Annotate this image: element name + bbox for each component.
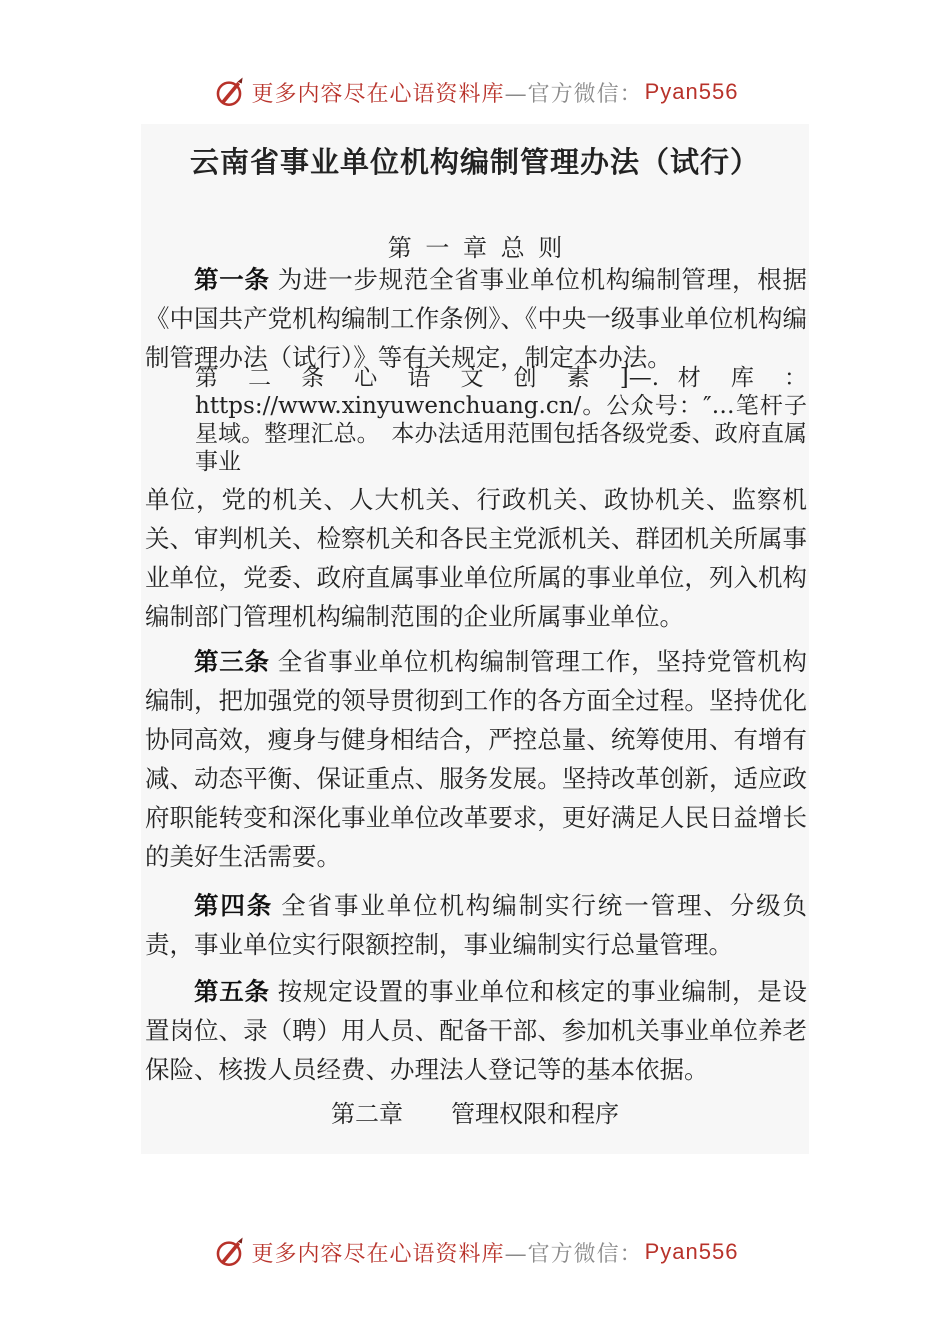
document-page	[141, 124, 809, 1154]
quill-pen-logo-icon	[212, 1235, 246, 1269]
chapter-heading-2: 第二章 管理权限和程序	[331, 1100, 619, 1128]
article-text: 全省事业单位机构编制实行统一管理、分级负责，事业单位实行限额控制，事业编制实行总量管理。	[145, 891, 808, 959]
article-2-continued: 单位，党的机关、人大机关、行政机关、政协机关、监察机关、审判机关、检察机关和各民主党派机关、群团机关所属事业单位，党委、政府直属事业单位所属的事业单位，列入机构编制部门管理机构编制范围的企业所属事业单位。	[145, 485, 807, 631]
banner-site-name: 更多内容尽在心语资料库	[251, 1241, 505, 1267]
banner-wechat-label: —官方微信：	[504, 81, 643, 107]
banner-wechat-account: Pyan556	[644, 1239, 739, 1264]
quill-pen-logo-icon	[212, 75, 246, 109]
article-label: 第四条	[194, 891, 274, 920]
article-text: 为进一步规范全省事业单位机构编制管理，根据《中国共产党机构编制工作条例》、《中央一级事业单位机构编制管理办法（试行）》等有关规定，制定本办法。	[145, 265, 807, 372]
chapter-heading-1: 第 一 章 总 则	[387, 234, 563, 262]
banner-wechat-account: Pyan556	[644, 79, 739, 104]
article-label: 第一条	[194, 265, 270, 294]
article-text: 全省事业单位机构编制管理工作，坚持党管机构编制，把加强党的领导贯彻到工作的各方面全过程。坚持优化协同高效，瘦身与健身相结合，严控总量、统筹使用、有增有减、动态平衡、保证重点、服务发展。坚持改革创新，适应政府职能转变和深化事业单位改革要求，更好满足人民日益增长的美好生活需要。	[145, 647, 807, 871]
article-1	[145, 260, 807, 377]
article-5	[145, 972, 807, 1089]
article-text: 按规定设置的事业单位和核定的事业编制，是设置岗位、录（聘）用人员、配备干部、参加机关事业单位养老保险、核拨人员经费、办理法人登记等的基本依据。	[145, 977, 807, 1084]
article-label: 第三条	[194, 647, 270, 676]
banner-wechat-label: —官方微信：	[504, 1241, 643, 1267]
header-banner	[0, 72, 950, 112]
article-label: 第五条	[194, 977, 270, 1006]
document-title: 云南省事业单位机构编制管理办法（试行）	[189, 145, 760, 179]
article-3	[145, 642, 807, 876]
footer-banner	[0, 1232, 950, 1272]
article-4	[145, 886, 807, 964]
banner-site-name: 更多内容尽在心语资料库	[251, 81, 505, 107]
article-2-head: 第 二 条 心 语 文 创 素 ]—. 材 库 ： https://www.xinyuwenchuang.cn/。公众号：″…笔杆子星域。整理汇总。 本办法适用范围包括各级党委、政府直属事业	[195, 365, 807, 475]
